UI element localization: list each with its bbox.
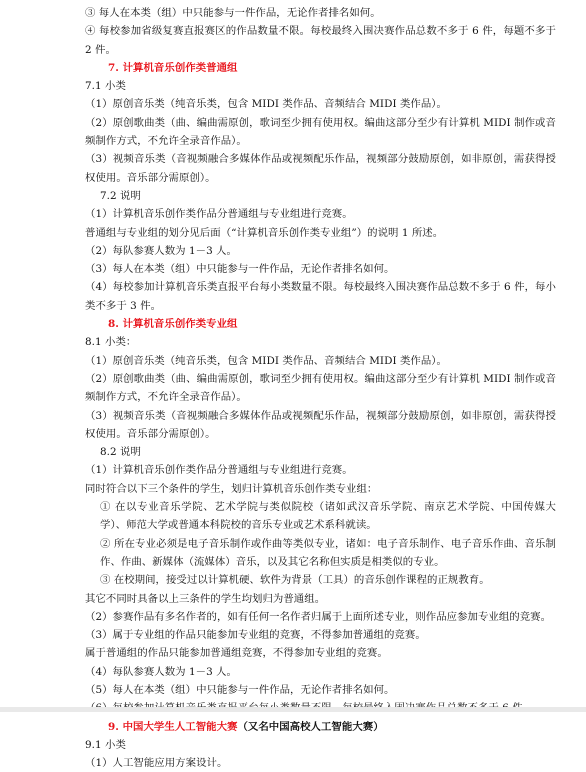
text-line: ③ 每人在本类（组）中只能参与一件作品，无论作者排名如何。 (85, 7, 381, 19)
text-line: （1）计算机音乐创作类作品分普通组与专业组进行竞赛。 (85, 208, 353, 221)
text-line: 7.2 说明 (100, 189, 141, 202)
text-line: （2）每队参赛人数为 1－3 人。 (85, 244, 237, 257)
text-line: 8.1 小类： (85, 336, 137, 349)
text-line: （1）原创音乐类（纯音乐类，包含 MIDI 类作品、音频结合 MIDI 类作品）。 (85, 98, 447, 111)
section-heading-9 (68, 718, 556, 736)
text-line: 7.1 小类 (85, 80, 126, 93)
text-line: 8.2 说明 (100, 446, 141, 459)
text-line: （2）原创歌曲类（曲、编曲需原创，歌词至少拥有使用权。编曲这部分至少有计算机 MIDI 制作或音频制作方式，不允许全录音作品）。 (85, 372, 556, 404)
section-heading-9-note: （又名中国高校人工智能大赛） (237, 720, 384, 733)
text-line: ② 所在专业必须是电子音乐制作或作曲等类似专业，诸如：电子音乐制作、电子音乐作曲、音乐制作、作曲、新媒体（流媒体）音乐，以及其它名称但实质是相类似的专业。 (100, 537, 556, 568)
paragraph-list (68, 4, 556, 718)
paragraph-list-tail (68, 736, 556, 772)
text-line: ① 在以专业音乐学院、艺术学院与类似院校（诸如武汉音乐学院、南京艺术学院、中国传媒大学）、师范大学或普通本科院校的音乐专业或艺术系科就读。 (100, 501, 556, 532)
text-line: 普通组与专业组的划分见后面（“计算机音乐创作类专业组”）的说明 1 所述。 (85, 226, 444, 239)
text-line: 其它不同时具备以上三条件的学生均划归为普通组。 (85, 592, 326, 605)
text-line: ③ 在校期间，接受过以计算机硬、软件为背景（工具）的音乐创作课程的正规教育。 (100, 574, 490, 587)
text-line: （4）每队参赛人数为 1－3 人。 (85, 665, 237, 678)
text-line: 9.1 小类 (85, 738, 126, 751)
text-line: （3）视频音乐类（音视频融合多媒体作品或视频配乐作品，视频部分鼓励原创，如非原创，需获得授权使用。音乐部分需原创）。 (85, 153, 556, 184)
text-line: （1）计算机音乐创作类作品分普通组与专业组进行竞赛。 (85, 464, 353, 477)
text-line: 同时符合以下三个条件的学生，划归计算机音乐创作类专业组： (85, 482, 378, 495)
text-line: （3）属于专业组的作品只能参加专业组的竞赛，不得参加普通组的竞赛。 (85, 629, 426, 642)
text-line: （1）人工智能应用方案设计。 (85, 757, 228, 770)
document-body (68, 4, 556, 772)
text-line: 属于普通组的作品只能参加普通组竞赛，不得参加专业组的竞赛。 (85, 647, 388, 660)
text-line: （3）每人在本类（组）中只能参与一件作品，无论作者排名如何。 (85, 263, 395, 276)
text-line: （2）原创歌曲类（曲、编曲需原创，歌词至少拥有使用权。编曲这部分至少有计算机 MIDI 制作或音频制作方式，不允许全录音作品）。 (85, 116, 556, 148)
section-heading: 8. 计算机音乐创作类专业组 (108, 318, 238, 331)
text-line: （3）视频音乐类（音视频融合多媒体作品或视频配乐作品，视频部分鼓励原创，如非原创，需获得授权使用。音乐部分需原创）。 (85, 409, 556, 440)
section-heading-9-title: 9. 中国大学生人工智能大赛 (108, 720, 238, 733)
text-line: （2）参赛作品有多名作者的，如有任何一名作者归属于上面所述专业，则作品应参加专业组的竞赛。 (85, 610, 552, 623)
page-bottom-border (0, 707, 586, 712)
text-line: ④ 每校参加省级复赛直报赛区的作品数量不限。每校最终入围决赛作品总数不多于 6 件，每题不多于 2 件。 (85, 25, 556, 56)
text-line: （4）每校参加计算机音乐类直报平台每小类数量不限。每校最终入围决赛作品总数不多于 6 件，每小类不多于 3 件。 (85, 281, 556, 312)
section-heading: 7. 计算机音乐创作类普通组 (108, 61, 238, 74)
text-line: （5）每人在本类（组）中只能参与一件作品，无论作者排名如何。 (85, 683, 395, 696)
text-line: （1）原创音乐类（纯音乐类，包含 MIDI 类作品、音频结合 MIDI 类作品）。 (85, 354, 447, 367)
